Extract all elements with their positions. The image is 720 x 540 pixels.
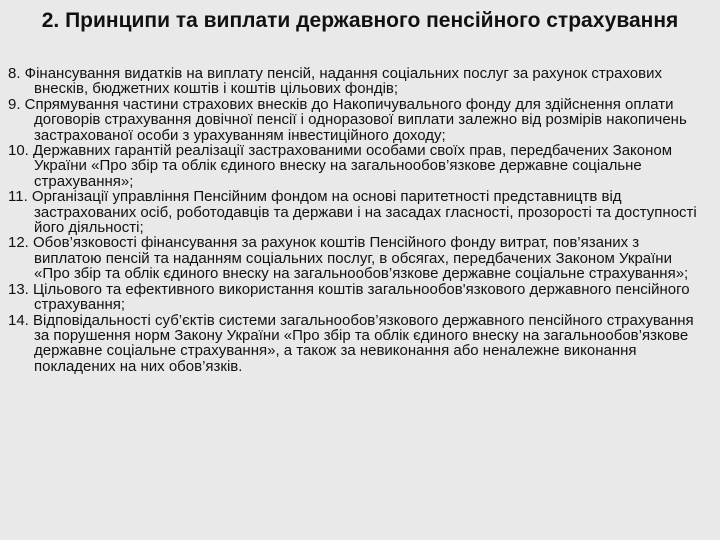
list-item: 10. Державних гарантій реалізації застрахованими особами своїх прав, передбачених Законом України «Про збір та облік єдиного внеску на загальнообов’язкове державне соціальне страхування»;: [8, 142, 673, 190]
list-item: 8. Фінансування видатків на виплату пенсій, надання соціальних послуг за рахунок страхових внесків, бюджетних коштів і коштів цільових фондів;: [8, 65, 662, 98]
list-item: 11. Організації управління Пенсійним фондом на основі паритетності представництв від застрахованих осіб, роботодавців та держави і на засадах гласності, прозорості та доступності його діяльності;: [8, 188, 697, 237]
slide-title: 2. Принципи та виплати державного пенсійного страхування: [41, 9, 679, 32]
list-item: 9. Спрямування частини страхових внесків до Накопичувального фонду для здійснення оплати договорів страхування довічної пенсії і одноразової виплати залежно від розмірів накопичень застрахованої особи з урахуванням інвестиційного доходу;: [8, 95, 687, 144]
list-item: 12. Обов’язковості фінансування за рахунок коштів Пенсійного фонду витрат, пов’язаних з виплатою пенсій та наданням соціальних послуг, в обсягах, передбачених Законом України «Про збір та облік єдиного внеску на загальнообов’язкове державне соціальне страхування»;: [8, 234, 689, 283]
list-item: 13. Цільового та ефективного використання коштів загальнообов'язкового державного пенсійного страхування;: [8, 280, 690, 314]
list-item: 14. Відповідальності суб’єктів системи загальнообов’язкового державного пенсійного страхування за порушення норм Закону України «Про збір та облік єдиного внеску на загальнообов’язкове державне соціальне страхування», а також за невиконання або неналежне виконання покладених на них обов’язків.: [8, 311, 694, 375]
principles-list: [8, 66, 708, 374]
